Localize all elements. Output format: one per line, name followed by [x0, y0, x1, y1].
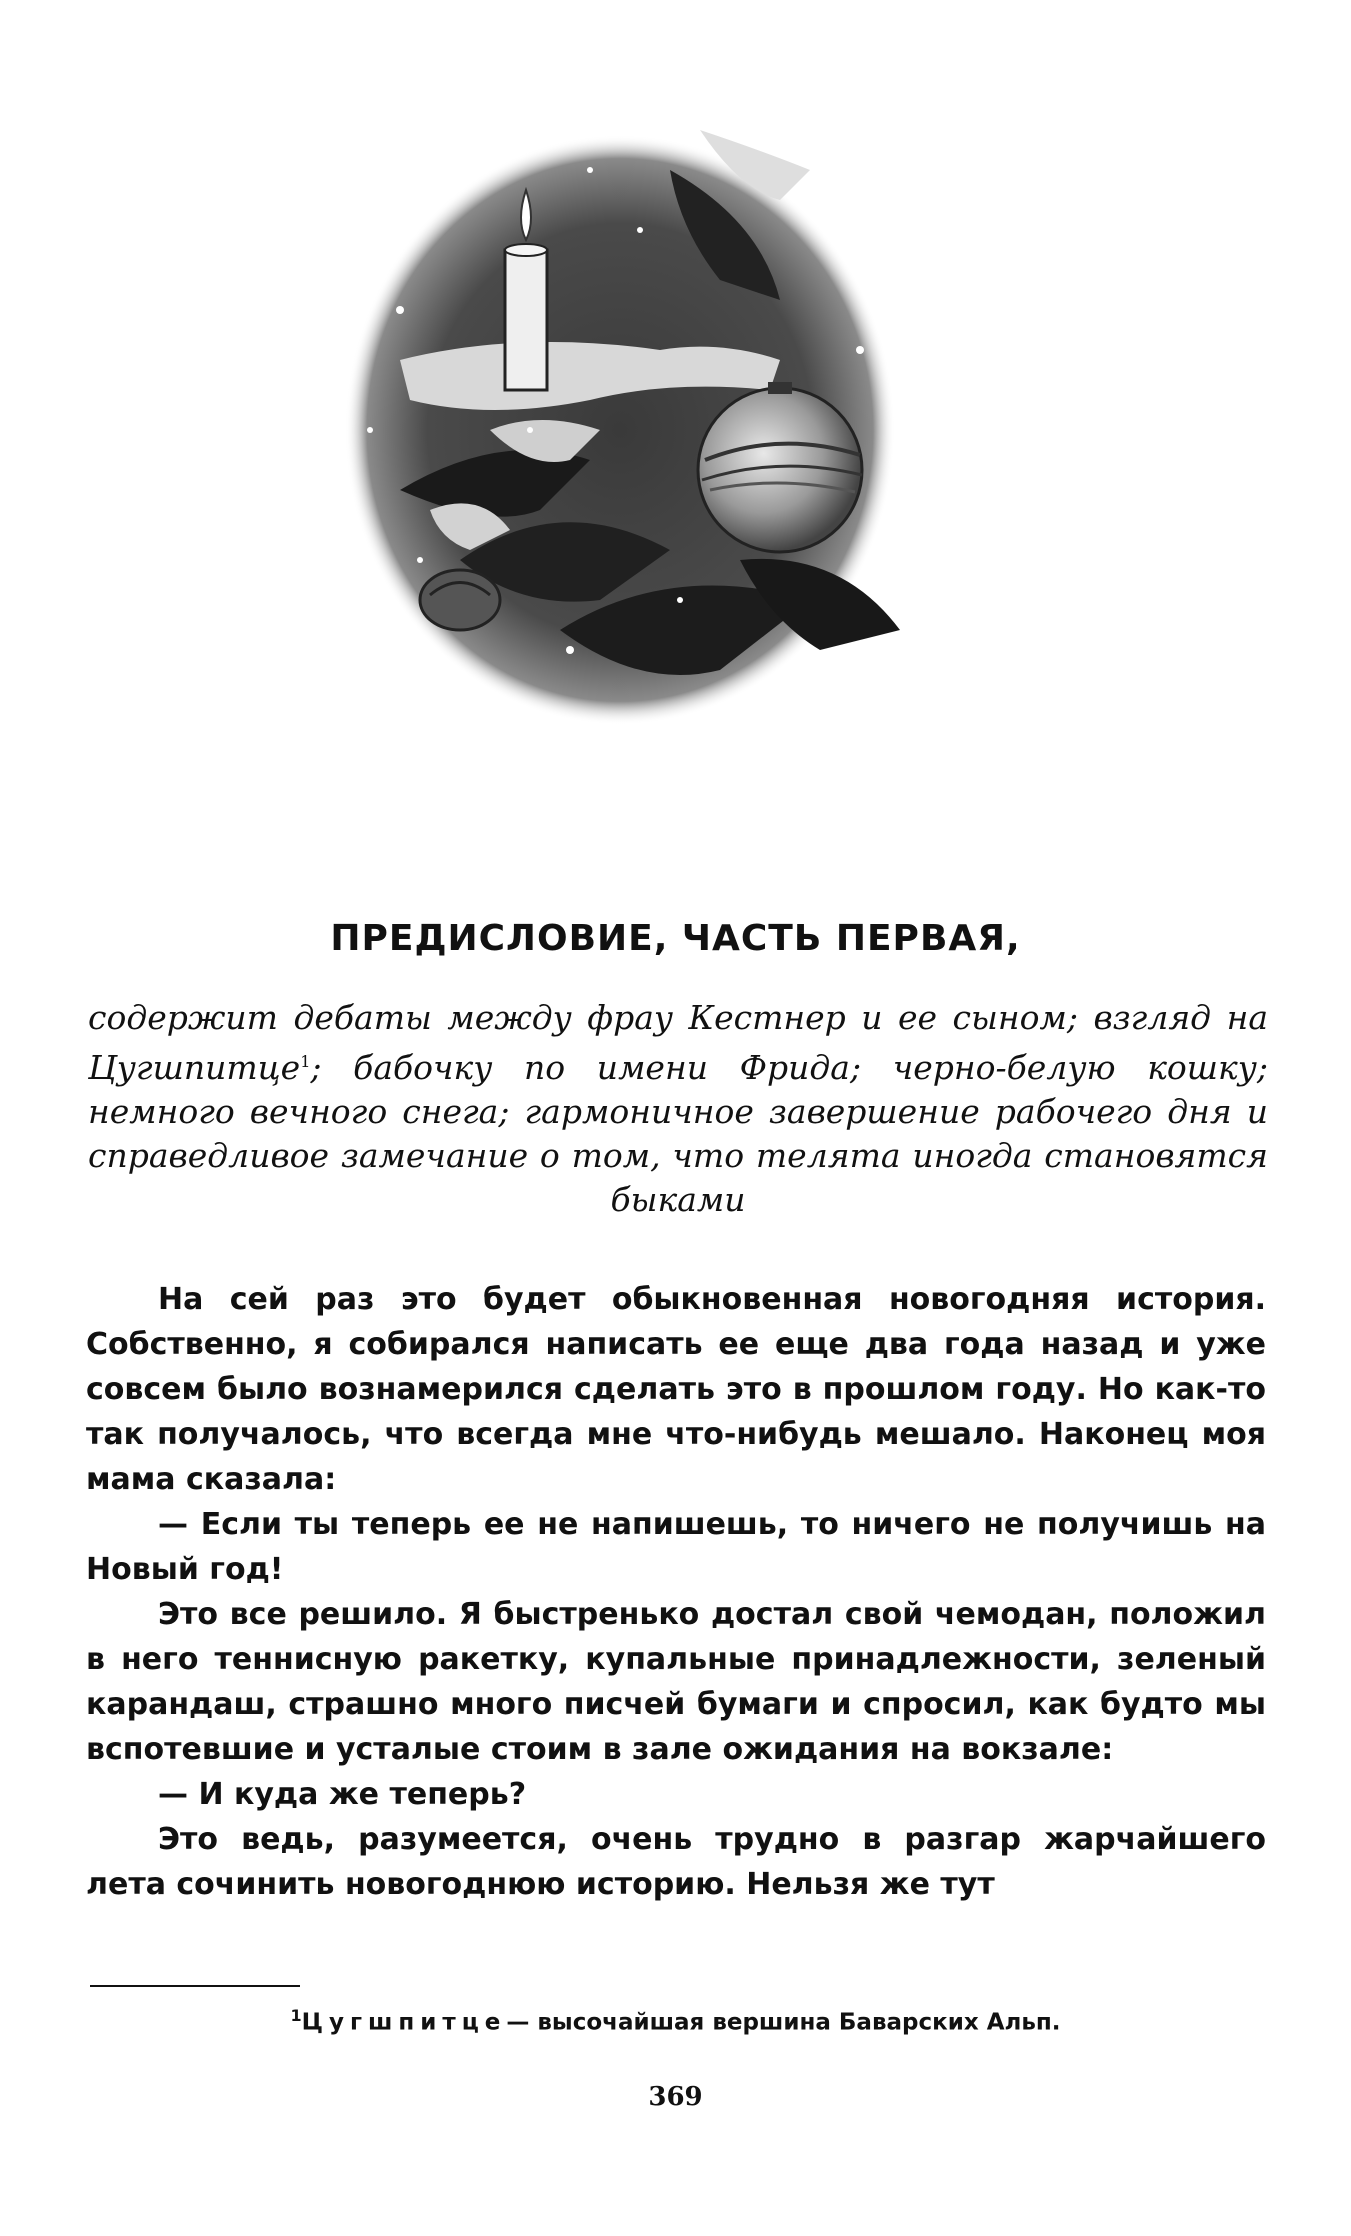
christmas-tree-branch-candle-ornament-illustration — [340, 130, 920, 730]
paragraph: Это ведь, разумеется, очень трудно в разгар жарчайшего лета сочинить новогоднюю историю. Нельзя же тут — [86, 1822, 1266, 1902]
chapter-subtitle — [88, 996, 1268, 1222]
subtitle-text-part-2: ; бабочку по имени Фрида; черно-белую кошку; немного вечного снега; гармоничное завершение рабочего дня и справедливое замечание о том, что телята иногда становятся быками — [88, 1048, 1268, 1219]
footnote-reference: 1 — [300, 1052, 311, 1071]
page-number: 369 — [648, 2082, 703, 2112]
paragraph: Это все решило. Я быстренько достал свой чемодан, положил в него теннисную ракетку, купальные принадлежности, зеленый карандаш, страшно много писчей бумаги и спросил, как будто мы вспотевшие и усталые стоим в зале ожидания на вокзале: — [86, 1597, 1266, 1767]
chapter-title: ПРЕДИСЛОВИЕ, ЧАСТЬ ПЕРВАЯ, — [330, 918, 1021, 959]
footnote-divider — [90, 1985, 300, 1987]
paragraph: — И куда же теперь? — [158, 1777, 527, 1812]
footnote — [0, 2006, 1351, 2036]
footnote-term: Цугшпитце — [301, 2009, 507, 2036]
footnote-marker: 1 — [290, 2006, 302, 2025]
paragraph: На сей раз это будет обыкновенная новогодняя история. Собственно, я собирался написать ее еще два года назад и уже совсем было вознамерился сделать это в прошлом году. Но как-то так получалось, что всегда мне что-нибудь мешало. Наконец моя мама сказала: — [86, 1282, 1266, 1497]
footnote-text: — высочайшая вершина Баварских Альп. — [506, 2009, 1061, 2036]
paragraph: — Если ты теперь ее не напишешь, то ничего не получишь на Новый год! — [86, 1507, 1266, 1587]
body-text — [86, 1277, 1266, 1907]
subtitle-text-part-1: содержит дебаты между фрау Кестнер и ее сыном; взгляд на Цугшпитце — [88, 998, 1268, 1087]
